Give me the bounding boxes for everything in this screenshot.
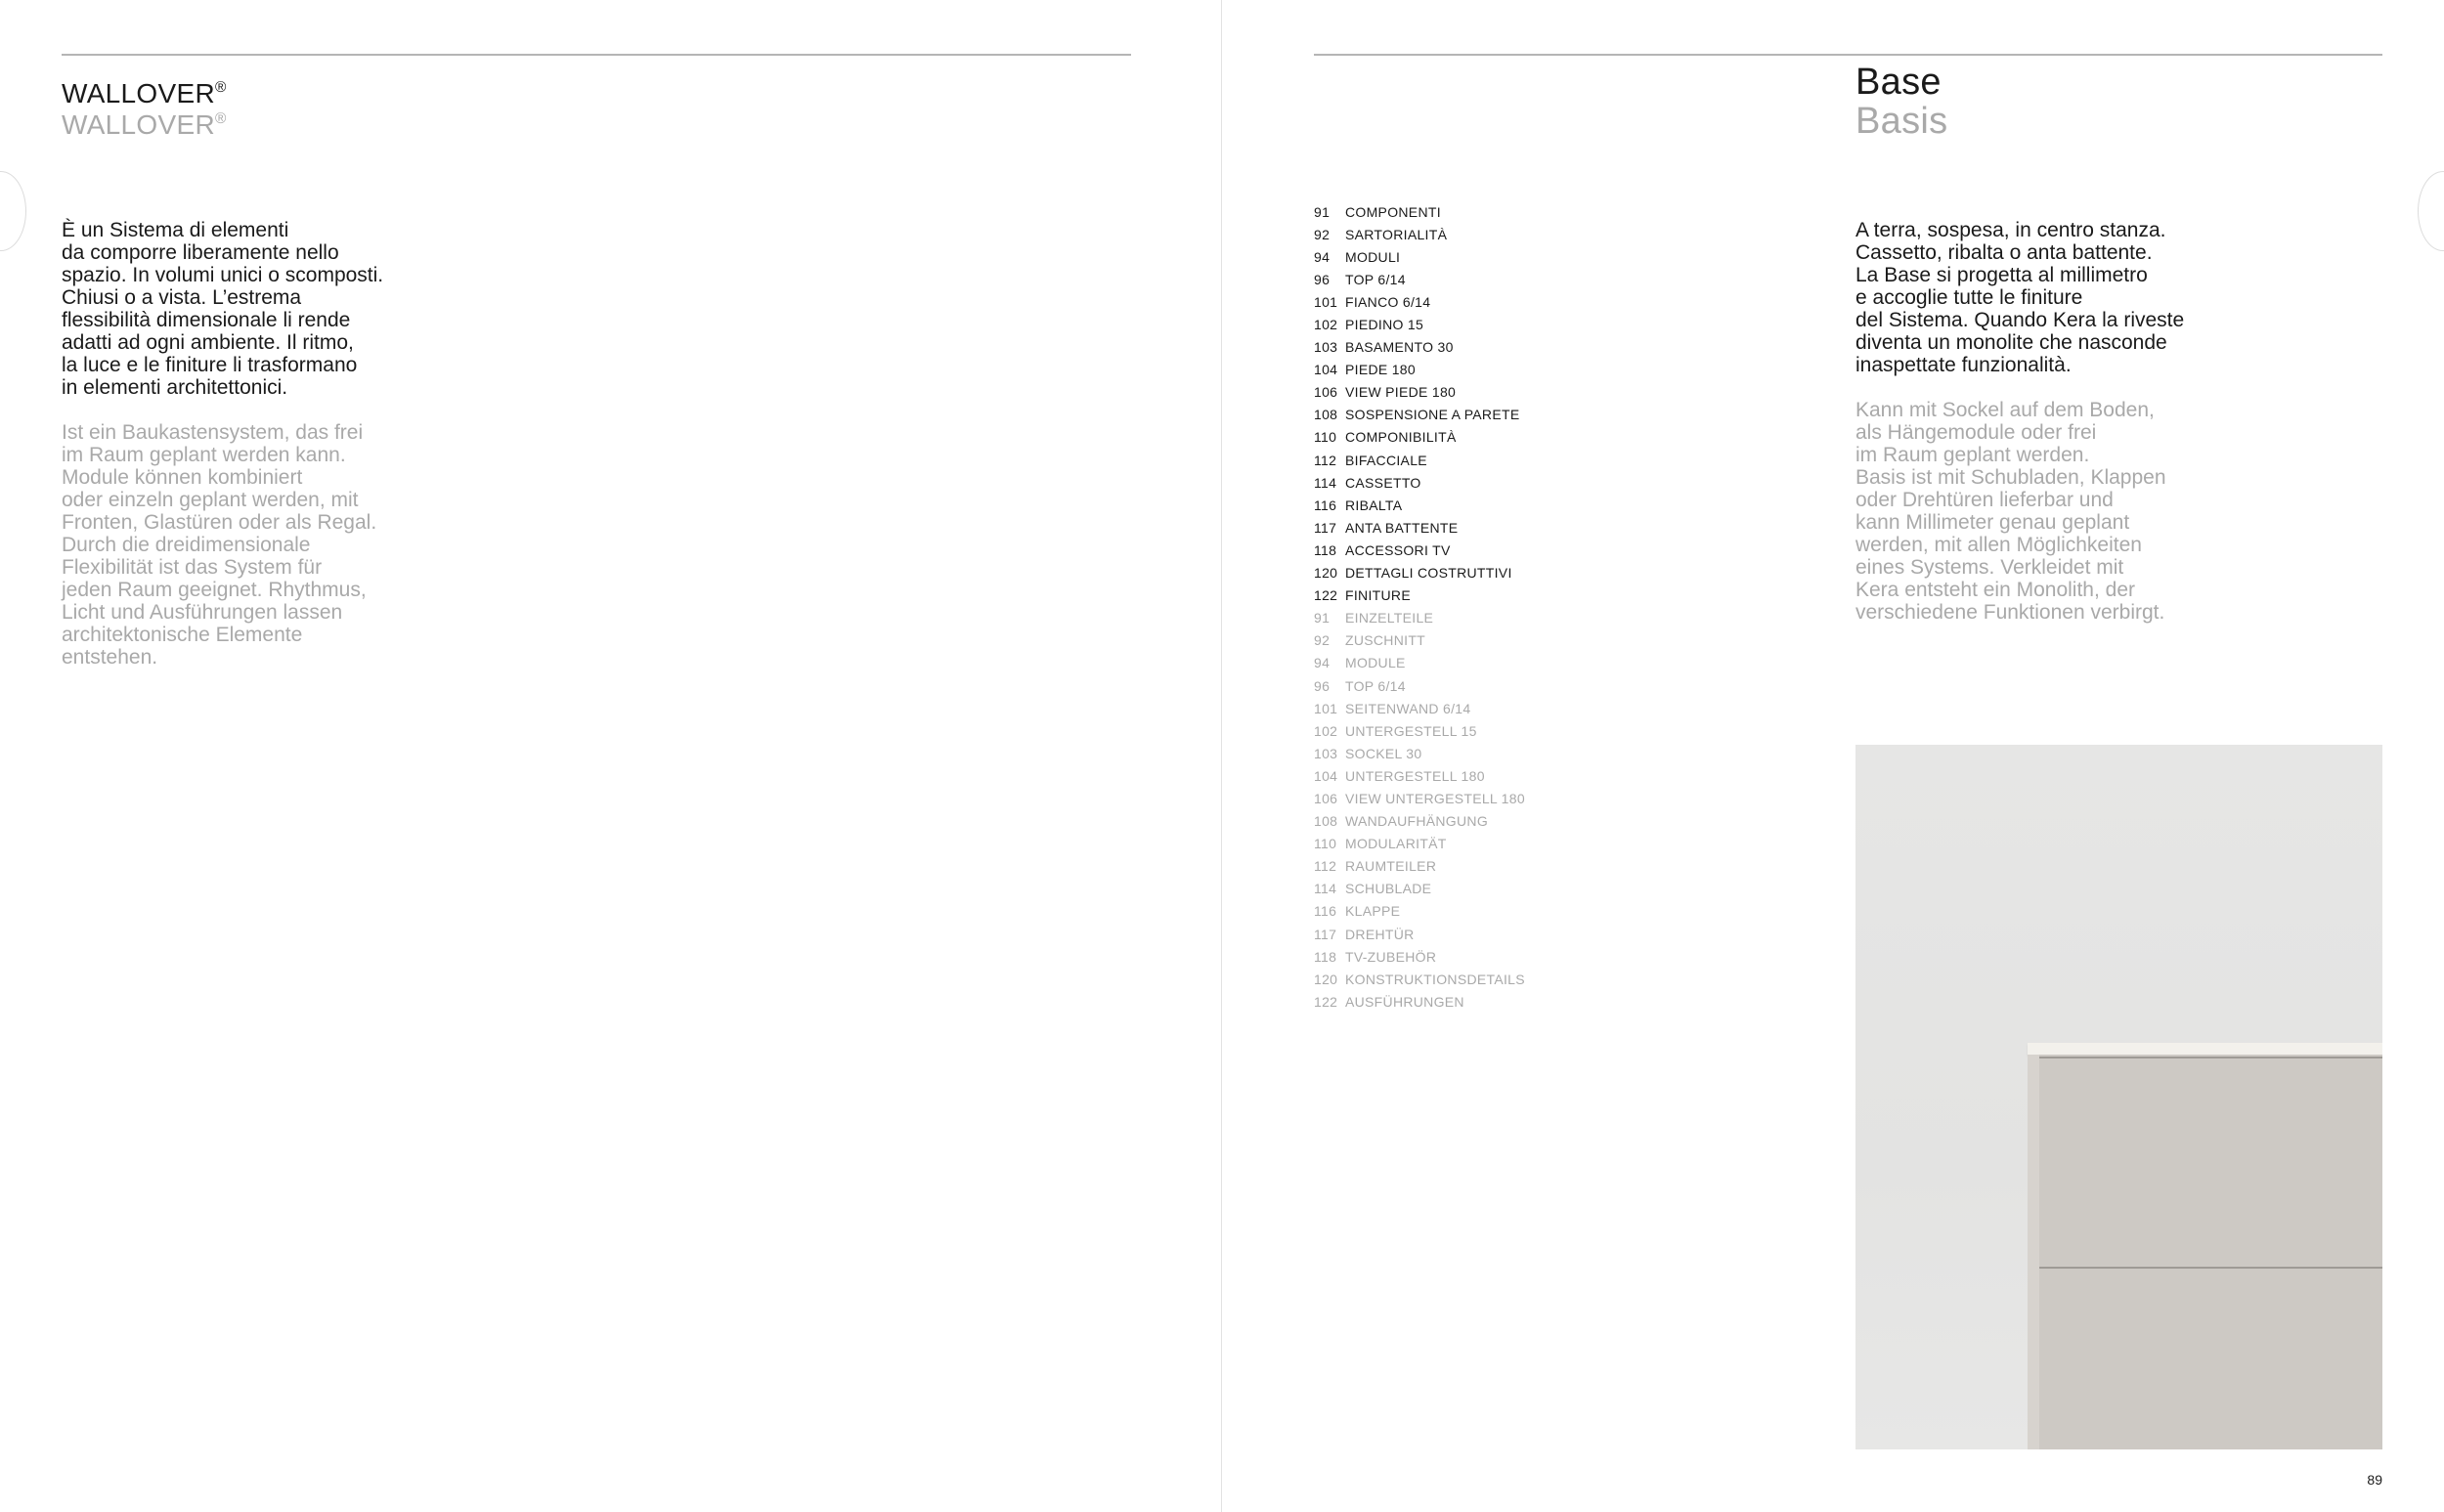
toc-label: TOP 6/14 [1345,271,1406,287]
intro-german: Kann mit Sockel auf dem Boden, als Hängemodule oder frei im Raum geplant werden. Basis ist mit Schubladen, Klappen oder Drehtüren lieferbar und kann Millimeter genau geplant werden, mit allen Möglichkeiten eines Systems. Verkleidet mit Kera entsteht ein Monolith, der verschiedene Funktionen verbirgt. [1855,399,2166,624]
toc-label: ANTA BATTENTE [1345,519,1459,536]
toc-label: FINITURE [1345,587,1411,604]
top-rule-right [1314,54,2382,56]
toc-page-number: 94 [1314,248,1331,265]
toc-label: FIANCO 6/14 [1345,293,1431,310]
toc-label: RIBALTA [1345,497,1403,513]
toc-item[interactable] [1314,945,1588,968]
title-italian: Base [1855,62,1942,103]
toc-label: VIEW PIEDE 180 [1345,384,1457,401]
toc-page-number: 96 [1314,677,1331,694]
title-italian: WALLOVER® [62,78,227,108]
right-page-intro-text [1855,196,2247,646]
toc-item[interactable] [1314,990,1588,1013]
title-german: WALLOVER® [62,109,227,140]
registered-mark: ® [214,110,227,128]
toc-item[interactable] [1314,539,1588,561]
toc-item[interactable] [1314,290,1588,313]
toc-page-number: 118 [1314,541,1337,558]
toc-item[interactable] [1314,742,1588,764]
toc-page-number: 91 [1314,610,1331,626]
cabinet-side-edge [2028,1055,2039,1449]
toc-page-number: 103 [1314,339,1338,356]
toc-item[interactable] [1314,336,1588,359]
toc-page-number: 114 [1314,881,1337,897]
toc-item[interactable] [1314,268,1588,290]
toc-label: SOCKEL 30 [1345,745,1422,761]
toc-page-number: 91 [1314,203,1331,220]
left-page-tab-notch [0,171,26,251]
toc-item[interactable] [1314,900,1588,923]
toc-label: TV-ZUBEHÖR [1345,948,1437,965]
toc-item[interactable] [1314,404,1588,426]
toc-german [1314,607,1588,1014]
cabinet-body [2028,1055,2382,1449]
toc-page-number: 122 [1314,587,1338,604]
cabinet-top-panel [2028,1043,2382,1055]
toc-label: PIEDE 180 [1345,362,1416,378]
toc-item[interactable] [1314,494,1588,516]
toc-item[interactable] [1314,810,1588,833]
toc-page-number: 116 [1314,497,1337,513]
left-page-title [62,78,227,141]
right-page-title [1855,63,1947,141]
toc-page-number: 104 [1314,767,1338,784]
toc-item[interactable] [1314,878,1588,900]
toc-page-number: 114 [1314,474,1337,491]
toc-item[interactable] [1314,471,1588,494]
toc-page-number: 101 [1314,700,1338,716]
toc-label: DREHTÜR [1345,926,1415,942]
toc-item[interactable] [1314,449,1588,471]
toc-item[interactable] [1314,833,1588,855]
toc-label: KONSTRUKTIONSDETAILS [1345,971,1525,987]
toc-item[interactable] [1314,584,1588,607]
toc-label: DETTAGLI COSTRUTTIVI [1345,565,1512,582]
toc-page-number: 104 [1314,362,1338,378]
toc-page-number: 110 [1314,429,1337,446]
toc-italian [1314,200,1588,607]
toc-page-number: 108 [1314,407,1338,423]
drawer-seam [2039,1267,2382,1269]
toc-item[interactable] [1314,426,1588,449]
toc-page-number: 101 [1314,293,1338,310]
toc-label: EINZELTEILE [1345,610,1434,626]
toc-item[interactable] [1314,381,1588,404]
toc-item[interactable] [1314,200,1588,223]
toc-item[interactable] [1314,855,1588,878]
toc-page-number: 106 [1314,384,1338,401]
toc-page-number: 102 [1314,722,1338,739]
toc-item[interactable] [1314,652,1588,674]
toc-page-number: 92 [1314,632,1331,649]
intro-italian: A terra, sospesa, in centro stanza. Cassetto, ribalta o anta battente. La Base si progetta al millimetro e accoglie tutte le finiture del Sistema. Quando Kera la riveste diventa un monolite che nasconde inaspettate funzionalità. [1855,219,2185,376]
toc-label: SEITENWAND 6/14 [1345,700,1471,716]
product-photo-base-cabinet [1855,745,2382,1449]
intro-italian: È un Sistema di elementi da comporre liberamente nello spazio. In volumi unici o scomposti. Chiusi o a vista. L’estrema flessibilità dimensionale li rende adatti ad ogni ambiente. Il ritmo, la luce e le finiture li trasformano in elementi architettonici. [62,219,384,399]
toc-page-number: 117 [1314,519,1337,536]
left-page-intro-text [62,196,453,691]
toc-label: SARTORIALITÀ [1345,226,1448,242]
toc-item[interactable] [1314,607,1588,629]
toc-page-number: 92 [1314,226,1331,242]
toc-label: COMPONIBILITÀ [1345,429,1457,446]
registered-mark: ® [214,79,227,97]
spread-gutter [1221,0,1222,1512]
toc-page-number: 102 [1314,317,1338,333]
toc-label: UNTERGESTELL 180 [1345,767,1485,784]
drawer-seam [2039,1057,2382,1058]
toc-item[interactable] [1314,968,1588,990]
toc-item[interactable] [1314,223,1588,245]
toc-item[interactable] [1314,719,1588,742]
toc-label: MODULI [1345,248,1401,265]
table-of-contents [1314,200,1588,1013]
toc-label: VIEW UNTERGESTELL 180 [1345,790,1525,806]
toc-item[interactable] [1314,359,1588,381]
toc-page-number: 94 [1314,655,1331,671]
toc-label: KLAPPE [1345,903,1401,920]
toc-label: ZUSCHNITT [1345,632,1426,649]
toc-page-number: 122 [1314,993,1338,1010]
toc-label: BIFACCIALE [1345,452,1427,468]
toc-page-number: 118 [1314,948,1337,965]
toc-item[interactable] [1314,562,1588,584]
toc-label: MODULE [1345,655,1406,671]
toc-label: CASSETTO [1345,474,1421,491]
toc-label: SOSPENSIONE A PARETE [1345,407,1520,423]
toc-label: SCHUBLADE [1345,881,1432,897]
toc-page-number: 117 [1314,926,1337,942]
toc-page-number: 110 [1314,836,1337,852]
toc-label: WANDAUFHÄNGUNG [1345,813,1489,830]
toc-page-number: 112 [1314,452,1337,468]
title-german: Basis [1855,101,1948,142]
toc-label: BASAMENTO 30 [1345,339,1454,356]
top-rule-left [62,54,1131,56]
toc-page-number: 112 [1314,858,1337,875]
toc-label: AUSFÜHRUNGEN [1345,993,1464,1010]
toc-label: UNTERGESTELL 15 [1345,722,1477,739]
toc-item[interactable] [1314,516,1588,539]
toc-item[interactable] [1314,923,1588,945]
toc-page-number: 108 [1314,813,1338,830]
toc-page-number: 96 [1314,271,1331,287]
page-number: 89 [2367,1472,2382,1488]
toc-label: RAUMTEILER [1345,858,1437,875]
toc-item[interactable] [1314,245,1588,268]
toc-page-number: 103 [1314,745,1338,761]
toc-item[interactable] [1314,697,1588,719]
toc-page-number: 120 [1314,971,1338,987]
intro-german: Ist ein Baukastensystem, das frei im Raum geplant werden kann. Module können kombiniert oder einzeln geplant werden, mit Fronten, Glastüren oder als Regal. Durch die dreidimensionale Flexibilität ist das System für jeden Raum geeignet. Rhythmus, Licht und Ausführungen lassen architektonische Elemente entstehen. [62,421,377,669]
toc-page-number: 120 [1314,565,1338,582]
toc-label: PIEDINO 15 [1345,317,1424,333]
toc-label: COMPONENTI [1345,203,1441,220]
toc-label: TOP 6/14 [1345,677,1406,694]
toc-item[interactable] [1314,787,1588,809]
toc-page-number: 106 [1314,790,1338,806]
toc-item[interactable] [1314,313,1588,335]
right-page-tab-notch [2418,171,2444,251]
toc-label: ACCESSORI TV [1345,541,1451,558]
toc-label: MODULARITÄT [1345,836,1447,852]
toc-item[interactable] [1314,629,1588,652]
toc-item[interactable] [1314,674,1588,697]
toc-item[interactable] [1314,764,1588,787]
toc-page-number: 116 [1314,903,1337,920]
right-page [1223,0,2444,1512]
